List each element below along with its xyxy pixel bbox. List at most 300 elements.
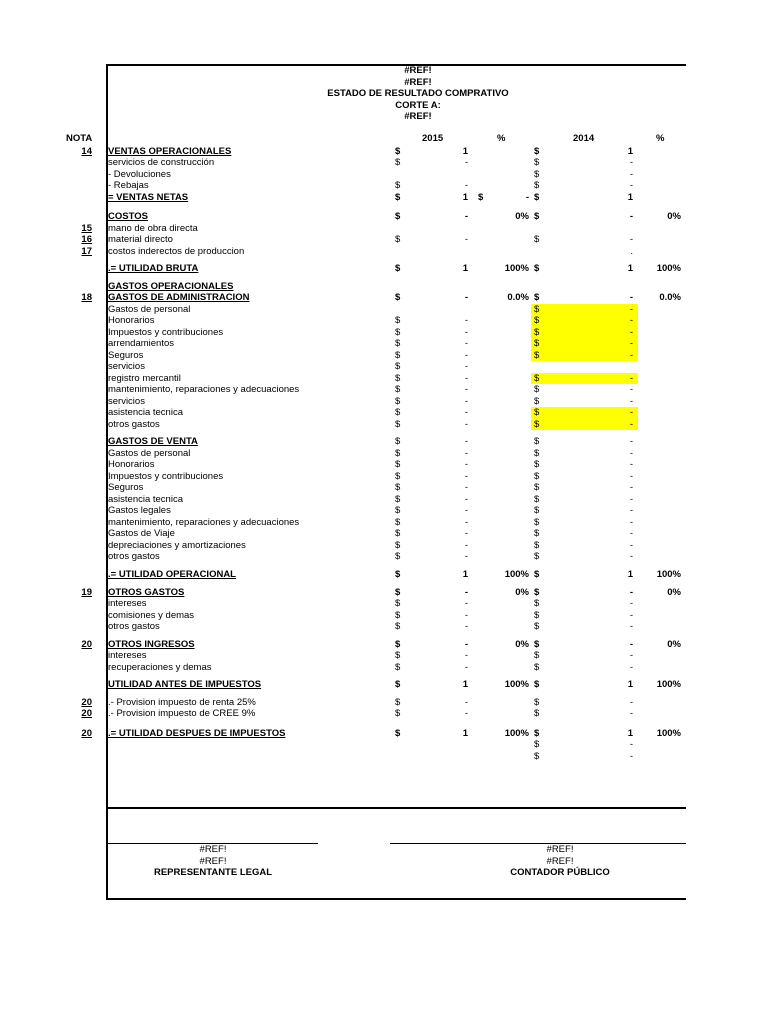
currency-2014: $: [534, 338, 540, 349]
value-2015: 1: [462, 678, 468, 690]
row-label: servicios: [108, 395, 145, 407]
note-number: 19: [81, 586, 92, 598]
currency-2015: $: [395, 180, 401, 191]
currency-2014: $: [534, 621, 540, 632]
statement-row: [0, 436, 768, 448]
currency-2014: $: [534, 516, 540, 528]
currency-2014: $: [534, 447, 540, 459]
percent-2014: 100%: [656, 262, 681, 274]
cut-off-label: CORTE A:: [395, 99, 441, 111]
value-2014: -: [629, 168, 633, 180]
currency-2014: $: [534, 191, 540, 203]
year-2014-header: 2014: [573, 133, 595, 144]
value-2015: -: [464, 470, 468, 482]
statement-row: [0, 517, 768, 529]
value-2014: -: [629, 505, 633, 516]
note-number: 18: [81, 292, 92, 303]
row-label: otros gastos: [108, 551, 160, 562]
value-2014: 1: [627, 191, 633, 203]
currency-2015: $: [395, 482, 401, 493]
value-2015: -: [464, 650, 468, 661]
statement-row: [0, 419, 768, 431]
row-label: arrendamientos: [108, 338, 175, 349]
value-2014: -: [629, 516, 633, 528]
statement-row: [0, 246, 768, 258]
currency-2014: $: [534, 157, 540, 168]
note-number: 20: [81, 696, 92, 708]
value-2014: -: [629, 609, 633, 621]
currency-2014: $: [534, 727, 540, 739]
value-2015: -: [464, 551, 468, 562]
statement-row: [0, 540, 768, 552]
statement-row: [0, 587, 768, 599]
currency-2014: $: [534, 395, 540, 407]
percent-2014: 0%: [667, 586, 681, 598]
value-2014: 1: [627, 145, 633, 157]
value-2014: -: [629, 539, 633, 551]
currency-2014: $: [534, 384, 540, 395]
currency-2014: $: [534, 470, 540, 482]
statement-row: [0, 292, 768, 304]
note-number: 17: [81, 245, 92, 257]
currency-2015: $: [395, 459, 401, 470]
value-2015: -: [464, 528, 468, 539]
value-2014: -: [629, 418, 633, 430]
currency-2015: $: [395, 609, 401, 621]
currency-2015: $: [395, 447, 401, 459]
currency-2015: $: [395, 638, 401, 650]
value-2015: -: [464, 292, 468, 303]
statement-row: [0, 223, 768, 235]
row-label: mano de obra directa: [108, 222, 198, 234]
note-number: 20: [81, 638, 92, 650]
currency-2015: $: [395, 661, 401, 673]
currency-2015: $: [395, 470, 401, 482]
row-label: GASTOS DE VENTA: [108, 436, 198, 447]
currency-2015: $: [395, 338, 401, 349]
percent-2015: 100%: [504, 568, 529, 580]
nota-column-header: NOTA: [66, 133, 93, 144]
left-signature-ref-2: #REF!: [199, 855, 227, 867]
row-label: Seguros: [108, 349, 144, 361]
statement-row: [0, 396, 768, 408]
statement-row: [0, 708, 768, 720]
value-2014: -: [629, 650, 633, 661]
currency-2014: $: [534, 459, 540, 470]
statement-row: [0, 384, 768, 396]
currency-2014: $: [534, 418, 540, 430]
currency-2015: $: [395, 234, 401, 245]
percent-2014: 100%: [656, 568, 681, 580]
currency-2014: $: [534, 349, 540, 361]
statement-row: [0, 650, 768, 662]
value-2015: -: [464, 338, 468, 349]
statement-row: [0, 327, 768, 339]
percent-2015: 0%: [515, 586, 529, 598]
row-label: intereses: [108, 650, 147, 661]
currency-2014: $: [534, 315, 540, 326]
currency-2015: $: [395, 157, 401, 168]
value-2014: -: [629, 338, 633, 349]
value-2014: -: [629, 551, 633, 562]
value-2014: .: [630, 245, 633, 257]
value-2014: -: [629, 395, 633, 407]
legal-representative-label: REPRESENTANTE LEGAL: [153, 867, 273, 878]
percent-2014: 100%: [656, 727, 681, 739]
statement-row: [0, 662, 768, 674]
right-signature-ref-2: #REF!: [546, 855, 574, 867]
statement-row: [0, 621, 768, 633]
statement-row: [0, 169, 768, 181]
currency-2015-percent: $: [478, 191, 484, 203]
value-2015: -: [464, 661, 468, 673]
statement-row: [0, 528, 768, 540]
currency-2014: $: [534, 586, 540, 598]
value-2015: -: [464, 436, 468, 447]
value-2015: -: [464, 696, 468, 708]
row-label: otros gastos: [108, 621, 160, 632]
value-2014: -: [629, 326, 633, 338]
currency-2015: $: [395, 586, 401, 598]
statement-row: [0, 157, 768, 169]
statement-row: [0, 569, 768, 581]
row-label: GASTOS DE ADMINISTRACION: [108, 292, 250, 303]
value-2015: -: [464, 598, 468, 609]
value-2014: -: [629, 436, 633, 447]
currency-2015: $: [395, 696, 401, 708]
currency-2015: $: [395, 568, 401, 580]
row-label: .= UTILIDAD BRUTA: [108, 262, 199, 274]
value-2015: -: [464, 211, 468, 222]
currency-2015: $: [395, 211, 401, 222]
value-2014: -: [629, 661, 633, 673]
value-2014: -: [629, 696, 633, 708]
value-2015: -: [464, 157, 468, 168]
currency-2015: $: [395, 326, 401, 338]
currency-2014: $: [534, 482, 540, 493]
statement-row: [0, 610, 768, 622]
row-label: - Devoluciones: [108, 168, 171, 180]
row-label: = VENTAS NETAS: [108, 191, 189, 203]
value-2014: -: [629, 372, 633, 384]
row-label: otros gastos: [108, 418, 160, 430]
row-label: mantenimiento, reparaciones y adecuaciones: [108, 384, 300, 395]
currency-2014: $: [534, 598, 540, 609]
currency-2014: $: [534, 661, 540, 673]
value-2014: -: [629, 482, 633, 493]
currency-2014: $: [534, 609, 540, 621]
row-label: .= UTILIDAD DESPUES DE IMPUESTOS: [108, 727, 286, 739]
value-2015: 1: [462, 262, 468, 274]
value-2014: -: [629, 493, 633, 505]
value-2014: -: [629, 598, 633, 609]
currency-2014: $: [534, 436, 540, 447]
currency-2015: $: [395, 292, 401, 303]
currency-2014: $: [534, 262, 540, 274]
statement-row: [0, 598, 768, 610]
row-label: intereses: [108, 598, 147, 609]
row-label: mantenimiento, reparaciones y adecuaciones: [108, 516, 300, 528]
value-2015: -: [464, 505, 468, 516]
value-2014: -: [629, 407, 633, 418]
value-2015: -: [464, 609, 468, 621]
statement-row: [0, 679, 768, 691]
statement-row: [0, 281, 768, 293]
currency-2015: $: [395, 372, 401, 384]
currency-2015: $: [395, 650, 401, 661]
row-label: Gastos de Viaje: [108, 528, 175, 539]
currency-2015: $: [395, 539, 401, 551]
row-label: costos inderectos de produccion: [108, 245, 245, 257]
currency-2014: $: [534, 168, 540, 180]
value-2014: -: [629, 528, 633, 539]
statement-row: [0, 448, 768, 460]
value-2015: -: [464, 482, 468, 493]
currency-2015: $: [395, 598, 401, 609]
currency-2014: $: [534, 145, 540, 157]
value-2015: -: [464, 326, 468, 338]
row-label: .- Provision impuesto de CREE 9%: [108, 708, 256, 719]
row-label: Honorarios: [108, 315, 155, 326]
value-2015: -: [464, 493, 468, 505]
row-label: - Rebajas: [108, 180, 149, 191]
value-2014: -: [629, 384, 633, 395]
value-2014: -: [629, 459, 633, 470]
row-label: OTROS INGRESOS: [108, 638, 195, 650]
currency-2014: $: [534, 696, 540, 708]
row-label: VENTAS OPERACIONALES: [108, 145, 232, 157]
row-label: asistencia tecnica: [108, 493, 183, 505]
statement-row: [0, 739, 768, 751]
statement-title: ESTADO DE RESULTADO COMPRATIVO: [327, 88, 509, 99]
currency-2014: $: [534, 678, 540, 690]
value-2015: -: [464, 459, 468, 470]
row-label: Gastos legales: [108, 505, 171, 516]
row-label: asistencia tecnica: [108, 407, 183, 418]
row-label: Gastos de personal: [108, 447, 191, 459]
row-label: Seguros: [108, 482, 144, 493]
statement-row: [0, 192, 768, 204]
value-2015: -: [464, 315, 468, 326]
row-label: registro mercantil: [108, 372, 181, 384]
statement-row: [0, 315, 768, 327]
row-label: OTROS GASTOS: [108, 586, 185, 598]
row-label: material directo: [108, 234, 173, 245]
currency-2014: $: [534, 180, 540, 191]
year-2015-header: 2015: [422, 133, 444, 144]
note-number: 20: [81, 708, 92, 719]
value-2015: 1: [462, 727, 468, 739]
value-2014: 1: [627, 262, 633, 274]
currency-2015: $: [395, 727, 401, 739]
statement-row: [0, 459, 768, 471]
value-2015: -: [464, 361, 468, 372]
currency-2015: $: [395, 315, 401, 326]
currency-2015: $: [395, 407, 401, 418]
value-2014: -: [629, 621, 633, 632]
value-2014: 1: [627, 678, 633, 690]
currency-2015: $: [395, 145, 401, 157]
statement-row: [0, 494, 768, 506]
percent-2014: 100%: [656, 678, 681, 690]
currency-2015: $: [395, 708, 401, 719]
percent-2015-header: %: [497, 133, 506, 144]
statement-row: [0, 361, 768, 373]
value-2015: -: [464, 539, 468, 551]
statement-row: [0, 304, 768, 316]
value-2014: -: [629, 180, 633, 191]
row-label: UTILIDAD ANTES DE IMPUESTOS: [108, 678, 262, 690]
value-2015: -: [464, 418, 468, 430]
currency-2014: $: [534, 708, 540, 719]
currency-2014: $: [534, 372, 540, 384]
statement-row: [0, 471, 768, 483]
statement-row: [0, 234, 768, 246]
note-number: 16: [81, 234, 92, 245]
row-label: recuperaciones y demas: [108, 661, 212, 673]
statement-row: [0, 551, 768, 563]
value-2015: -: [464, 384, 468, 395]
currency-2015: $: [395, 384, 401, 395]
value-2015: -: [464, 395, 468, 407]
currency-2015: $: [395, 678, 401, 690]
value-2014: -: [629, 586, 633, 598]
currency-2015: $: [395, 191, 401, 203]
footer-separator: [106, 807, 686, 809]
statement-row: [0, 751, 768, 763]
currency-2015: $: [395, 262, 401, 274]
currency-2014: $: [534, 493, 540, 505]
statement-row: [0, 180, 768, 192]
currency-2015: $: [395, 349, 401, 361]
header-ref-2: #REF!: [404, 76, 432, 88]
header-ref-1: #REF!: [404, 65, 432, 76]
currency-2014: $: [534, 750, 540, 762]
statement-row: [0, 338, 768, 350]
statement-row: [0, 482, 768, 494]
currency-2014: $: [534, 234, 540, 245]
value-2014: 1: [627, 727, 633, 739]
value-2015: -: [464, 407, 468, 418]
currency-2015: $: [395, 505, 401, 516]
value-2014: 1: [627, 568, 633, 580]
value-2015: -: [464, 516, 468, 528]
currency-2014: $: [534, 551, 540, 562]
currency-2014: $: [534, 505, 540, 516]
value-2015: -: [464, 621, 468, 632]
value-2015: -: [464, 708, 468, 719]
statement-row: [0, 211, 768, 223]
value-2014: -: [629, 447, 633, 459]
row-label: Impuestos y contribuciones: [108, 470, 224, 482]
value-2014: -: [629, 750, 633, 762]
public-accountant-label: CONTADOR PÚBLICO: [510, 867, 610, 878]
value-2014: -: [629, 470, 633, 482]
value-2015: -: [464, 372, 468, 384]
value-2014: -: [629, 708, 633, 719]
note-number: 14: [81, 145, 92, 157]
currency-2014: $: [534, 292, 540, 303]
value-2015: 1: [462, 568, 468, 580]
statement-row: [0, 146, 768, 158]
percent-2015: -: [525, 191, 529, 203]
percent-2015: 100%: [504, 262, 529, 274]
statement-row: [0, 373, 768, 385]
row-label: servicios de construcción: [108, 157, 215, 168]
row-label: comisiones y demas: [108, 609, 195, 621]
header-ref-3: #REF!: [404, 111, 432, 122]
right-signature-ref-1: #REF!: [546, 844, 574, 855]
value-2014: -: [629, 303, 633, 315]
currency-2015: $: [395, 516, 401, 528]
value-2015: 1: [462, 191, 468, 203]
currency-2014: $: [534, 211, 540, 222]
statement-row: [0, 263, 768, 275]
currency-2015: $: [395, 493, 401, 505]
percent-2014: 0%: [667, 211, 681, 222]
statement-row: [0, 505, 768, 517]
currency-2014: $: [534, 650, 540, 661]
currency-2014: $: [534, 407, 540, 418]
row-label: Honorarios: [108, 459, 155, 470]
value-2015: -: [464, 234, 468, 245]
row-label: Impuestos y contribuciones: [108, 326, 224, 338]
value-2014: -: [629, 211, 633, 222]
row-label: Gastos de personal: [108, 303, 191, 315]
row-label: GASTOS OPERACIONALES: [108, 280, 234, 292]
currency-2014: $: [534, 539, 540, 551]
currency-2014: $: [534, 528, 540, 539]
statement-row: [0, 407, 768, 419]
value-2015: -: [464, 586, 468, 598]
currency-2015: $: [395, 436, 401, 447]
currency-2015: $: [395, 528, 401, 539]
currency-2014: $: [534, 739, 540, 750]
currency-2014: $: [534, 326, 540, 338]
value-2014: -: [629, 638, 633, 650]
value-2014: -: [629, 292, 633, 303]
row-label: .= UTILIDAD OPERACIONAL: [108, 568, 236, 580]
value-2014: -: [629, 315, 633, 326]
row-label: COSTOS: [108, 211, 148, 222]
note-number: 20: [81, 727, 92, 739]
percent-2015: 0%: [515, 638, 529, 650]
note-number: 15: [81, 222, 92, 234]
statement-row: [0, 728, 768, 740]
row-label: .- Provision impuesto de renta 25%: [108, 696, 256, 708]
percent-2014-header: %: [656, 133, 665, 144]
percent-2015: 100%: [504, 678, 529, 690]
value-2015: -: [464, 447, 468, 459]
percent-2015: 0%: [515, 211, 529, 222]
row-label: depreciaciones y amortizaciones: [108, 539, 246, 551]
value-2014: -: [629, 739, 633, 750]
currency-2015: $: [395, 395, 401, 407]
left-signature-ref-1: #REF!: [199, 844, 227, 855]
currency-2015: $: [395, 551, 401, 562]
percent-2015: 100%: [504, 727, 529, 739]
percent-2014: 0.0%: [659, 292, 681, 303]
value-2014: -: [629, 234, 633, 245]
row-label: servicios: [108, 361, 145, 372]
currency-2015: $: [395, 361, 401, 372]
value-2014: -: [629, 157, 633, 168]
statement-row: [0, 350, 768, 362]
statement-row: [0, 697, 768, 709]
statement-row: [0, 639, 768, 651]
currency-2015: $: [395, 621, 401, 632]
percent-2014: 0%: [667, 638, 681, 650]
